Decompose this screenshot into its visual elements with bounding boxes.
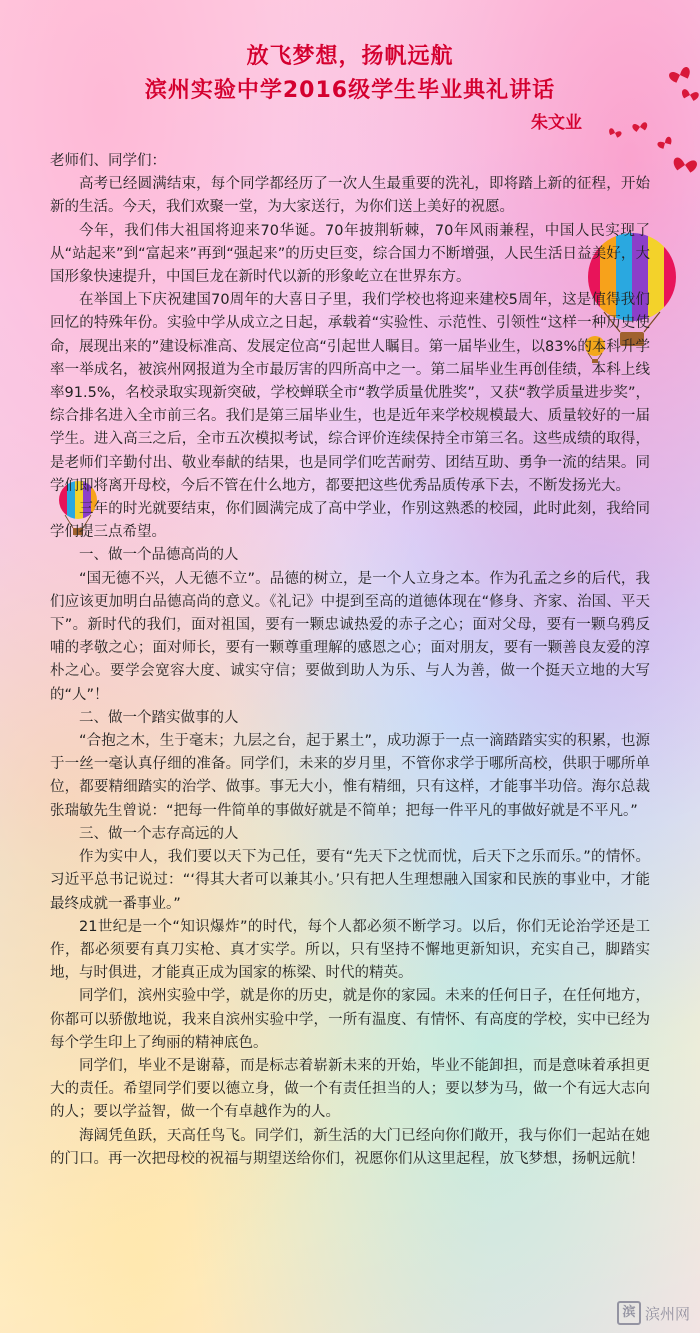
section-heading: 一、做一个品德高尚的人 <box>79 547 239 564</box>
author-name: 朱文业 <box>531 113 582 133</box>
butterfly-icon <box>632 122 648 133</box>
watermark-logo <box>617 1301 690 1325</box>
section-heading: 三、做一个志存高远的人 <box>79 825 239 842</box>
speech-body <box>50 150 650 1171</box>
paragraph: 21世纪是一个“知识爆炸”的时代，每个人都必须不断学习。以后，你们无论治学还是工作，都必须要有真刀实枪、真才实学。所以，只有坚持不懈地更新知识，充实自己，脚踏实地，与时俱进，才能真正成为国家的栋梁、时代的精英。 <box>50 918 650 982</box>
sub-title: 滨州实验中学2016级学生毕业典礼讲话 <box>144 78 556 103</box>
paragraph: 同学们，滨州实验中学，就是你的历史，就是你的家园。未来的任何日子，在任何地方，你都可以骄傲地说，我来自滨州实验中学，一所有温度、有情怀、有高度的学校，实中已经为每个学生印上了绚丽的精神底色。 <box>50 988 650 1051</box>
butterfly-icon <box>608 128 622 139</box>
paragraph: 今年，我们伟大祖国将迎来70华诞。70年披荆斩棘，70年风雨兼程，中国人民实现了从“站起来”到“富起来”再到“强起来”的历史巨变，综合国力不断增强，人民生活日益美好，大国形象快速提升，中国巨龙在新时代以新的形象屹立在世界东方。 <box>50 222 650 286</box>
paragraph: 作为实中人，我们要以天下为己任，要有“先天下之忧而忧，后天下之乐而乐。”的情怀。习近平总书记说过：“‘得其大者可以兼其小。’只有把人生理想融入国家和民族的事业中，才能最终成就一番事业。” <box>50 849 650 912</box>
title-block <box>0 40 700 108</box>
butterfly-icon <box>672 157 697 174</box>
paragraph: 三年的时光就要结束，你们圆满完成了高中学业，作别这熟悉的校园，此时此刻，我给同学们提三点希望。 <box>50 501 650 541</box>
watermark-text: 滨州网 <box>644 1304 690 1323</box>
paragraph: “国无德不兴，人无德不立”。品德的树立，是一个人立身之本。作为孔孟之乡的后代，我们应该更加明白品德高尚的意义。《礼记》中提到至高的道德体现在“修身、齐家、治国、平天下”。新时代的我们，面对祖国，要有一颗忠诚热爱的赤子之心；面对父母，要有一颗乌鸦反哺的孝敬之心；面对师长，要有一颗尊重理解的感恩之心；面对朋友，要有一颗善良友爱的淳朴之心。要学会宽容大度、诚实守信；要做到助人为乐、与人为善，做一个挺天立地的大写的“人”！ <box>50 570 650 703</box>
paragraph: 同学们，毕业不是谢幕，而是标志着崭新未来的开始，毕业不能卸担，而是意味着承担更大的责任。希望同学们要以德立身，做一个有责任担当的人；要以梦为马，做一个有远大志向的人；要以学益智，做一个有卓越作为的人。 <box>50 1057 650 1121</box>
butterfly-icon <box>657 136 674 150</box>
paragraph: 在举国上下庆祝建国70周年的大喜日子里，我们学校也将迎来建校5周年，这是值得我们回忆的特殊年份。实验中学从成立之日起，承载着“实验性、示范性、引领性“这样一种历史使命，展现出来的”建设标准高、发展定位高“引起世人瞩目。第一届毕业生，以83%的本科升学率一举成名，被滨州网报道为全市最厉害的四所高中之一。第二届毕业生再创佳绩，本科上线率91.5%，名校录取实现新突破，学校蝉联全市“教学质量优胜奖”，又获“教学质量进步奖”，综合排名进入全市前三名。我们是第三届毕业生，也是近年来学校规模最大、质量较好的一届学生。进入高三之后，全市五次模拟考试，综合评价连续保持全市第三名。这些成绩的取得，是老师们辛勤付出、敬业奉献的结果，也是同学们吃苦耐劳、团结互助、勇争一流的结果。同学们即将离开母校，今后不管在什么地方，都要把这些优秀品质传承下去，不断发扬光大。 <box>50 292 650 494</box>
section-heading: 二、做一个踏实做事的人 <box>79 709 239 726</box>
watermark-mark: 滨 <box>617 1301 641 1325</box>
paragraph: “合抱之木，生于毫末；九层之台，起于累土”，成功源于一点一滴踏踏实实的积累，也源于一丝一毫认真仔细的准备。同学们，未来的岁月里，不管你求学于哪所高校，供职于哪所单位，都要精细踏实的治学、做事。事无大小，惟有精细，只有这样，才能事半功倍。海尔总裁张瑞敏先生曾说：“把每一件简单的事做好就是不简单；把每一件平凡的事做好就是不平凡。” <box>50 733 650 819</box>
main-title: 放飞梦想，扬帆远航 <box>246 44 454 69</box>
paragraph: 海阔凭鱼跃，天高任鸟飞。同学们，新生活的大门已经向你们敞开，我与你们一起站在她的门口。再一次把母校的祝福与期望送给你们，祝愿你们从这里起程，放飞梦想，扬帆远航！ <box>50 1127 650 1167</box>
greeting: 老师们、同学们： <box>50 153 166 169</box>
paragraph: 高考已经圆满结束，每个同学都经历了一次人生最重要的洗礼，即将踏上新的征程，开始新的生活。今天，我们欢聚一堂，为大家送行，为你们送上美好的祝愿。 <box>50 176 650 216</box>
